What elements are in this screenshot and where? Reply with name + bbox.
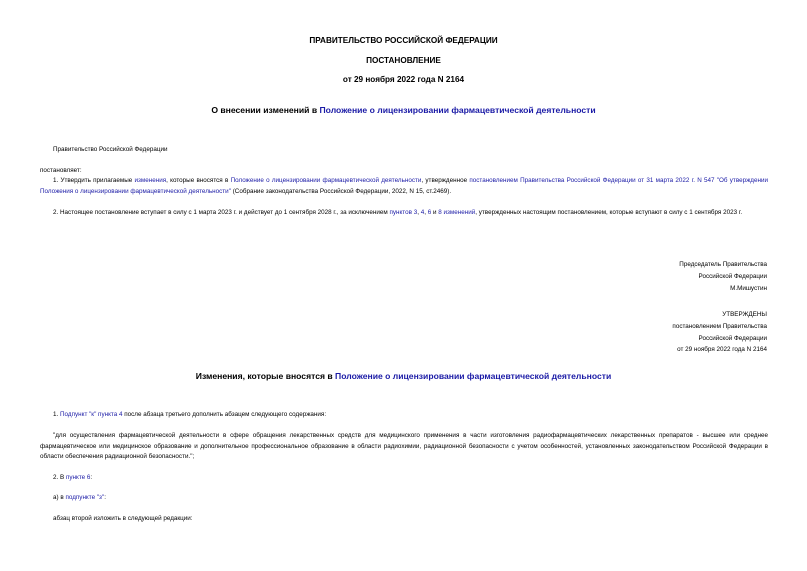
header-doc-type: ПОСТАНОВЛЕНИЕ bbox=[366, 56, 441, 65]
link-subitem-z[interactable]: подпункте "з" bbox=[65, 494, 105, 501]
approved-line-4: от 29 ноября 2022 года N 2164 bbox=[677, 346, 767, 354]
signature-line-2: Российской Федерации bbox=[698, 272, 767, 280]
intro-decree: постановляет: bbox=[40, 167, 82, 174]
item-1: 1. Утвердить прилагаемые изменения, которые вносятся в Положение о лицензировании фармацевтической деятельности, утвержденное постановлением Правительства Российской Федерации от 31 марта 2022 г. N 547 "Об утверждении Положения о лицензировании фармацевтической деятельности" (Собрание законодательства Российской Федерации, 2022, N 15, ст.2469). bbox=[40, 177, 768, 195]
approved-line-2: постановлением Правительства bbox=[672, 322, 767, 330]
signature-line-1: Председатель Правительства bbox=[679, 261, 767, 268]
paragraph-second: абзац второй изложить в следующей редакции: bbox=[53, 515, 193, 522]
change-1: 1. Подпункт "к" пункта 4 после абзаца третьего дополнить абзацем следующего содержания: bbox=[53, 411, 327, 418]
changes-title bbox=[0, 371, 807, 381]
signature-block bbox=[679, 259, 767, 294]
changes-title-link[interactable]: Положение о лицензировании фармацевтической деятельности bbox=[335, 371, 612, 381]
title-link[interactable]: Положение о лицензировании фармацевтической деятельности bbox=[319, 105, 596, 115]
link-item-8[interactable]: 8 изменений bbox=[438, 209, 476, 216]
signature-line-3: М.Мишустин bbox=[730, 284, 767, 292]
link-subitem-k[interactable]: Подпункт "к" пункта 4 bbox=[60, 411, 123, 418]
approved-line-3: Российской Федерации bbox=[698, 334, 767, 342]
link-item-4[interactable]: 4 bbox=[420, 209, 425, 216]
document-title bbox=[0, 105, 807, 115]
change-2: 2. В пункте 6: bbox=[53, 474, 93, 481]
approved-block bbox=[672, 309, 767, 356]
item-2: 2. Настоящее постановление вступает в силу с 1 марта 2023 г. и действует до 1 сентября 2028 г., за исключением пунктов 3, 4, 6 и 8 изменений, утвержденных настоящим постановлением, которые вступают в силу с 1 сентября 2023 г. bbox=[53, 209, 743, 216]
changes-title-prefix: Изменения, которые вносятся в bbox=[195, 371, 336, 381]
link-resolution-547[interactable]: постановлением Правительства Российской Федерации от 31 марта 2022 г. N 547 "Об утверждении Положения о лицензировании фармацевтической деятельности" bbox=[40, 177, 768, 195]
intro-government: Правительство Российской Федерации bbox=[53, 146, 168, 153]
quote-paragraph: "для осуществления фармацевтической деятельности в сфере обращения лекарственных средств для медицинского применения в части изготовления радиофармацевтических лекарственных препаратов - высшее или среднее фармацевтическое или медицинское образование и дополнительное профессиональное образование в области радиохимии, радиационной безопасности с учетом особенностей, установленных законодательством Российской Федерации в области обеспечения радиационной безопасности."; bbox=[40, 432, 768, 460]
link-item-6-regulation[interactable]: пункте 6 bbox=[65, 474, 91, 481]
sub-item-a: а) в подпункте "з": bbox=[53, 494, 106, 501]
link-regulation[interactable]: Положение о лицензировании фармацевтической деятельности bbox=[230, 177, 422, 184]
link-item-3[interactable]: пунктов 3 bbox=[389, 209, 418, 216]
approved-line-1: УТВЕРЖДЕНЫ bbox=[722, 311, 767, 318]
link-item-6[interactable]: 6 bbox=[427, 209, 432, 216]
header-government: ПРАВИТЕЛЬСТВО РОССИЙСКОЙ ФЕДЕРАЦИИ bbox=[309, 36, 498, 45]
title-prefix: О внесении изменений в bbox=[211, 105, 320, 115]
link-changes[interactable]: изменения bbox=[134, 177, 167, 184]
header-date: от 29 ноября 2022 года N 2164 bbox=[342, 75, 465, 84]
